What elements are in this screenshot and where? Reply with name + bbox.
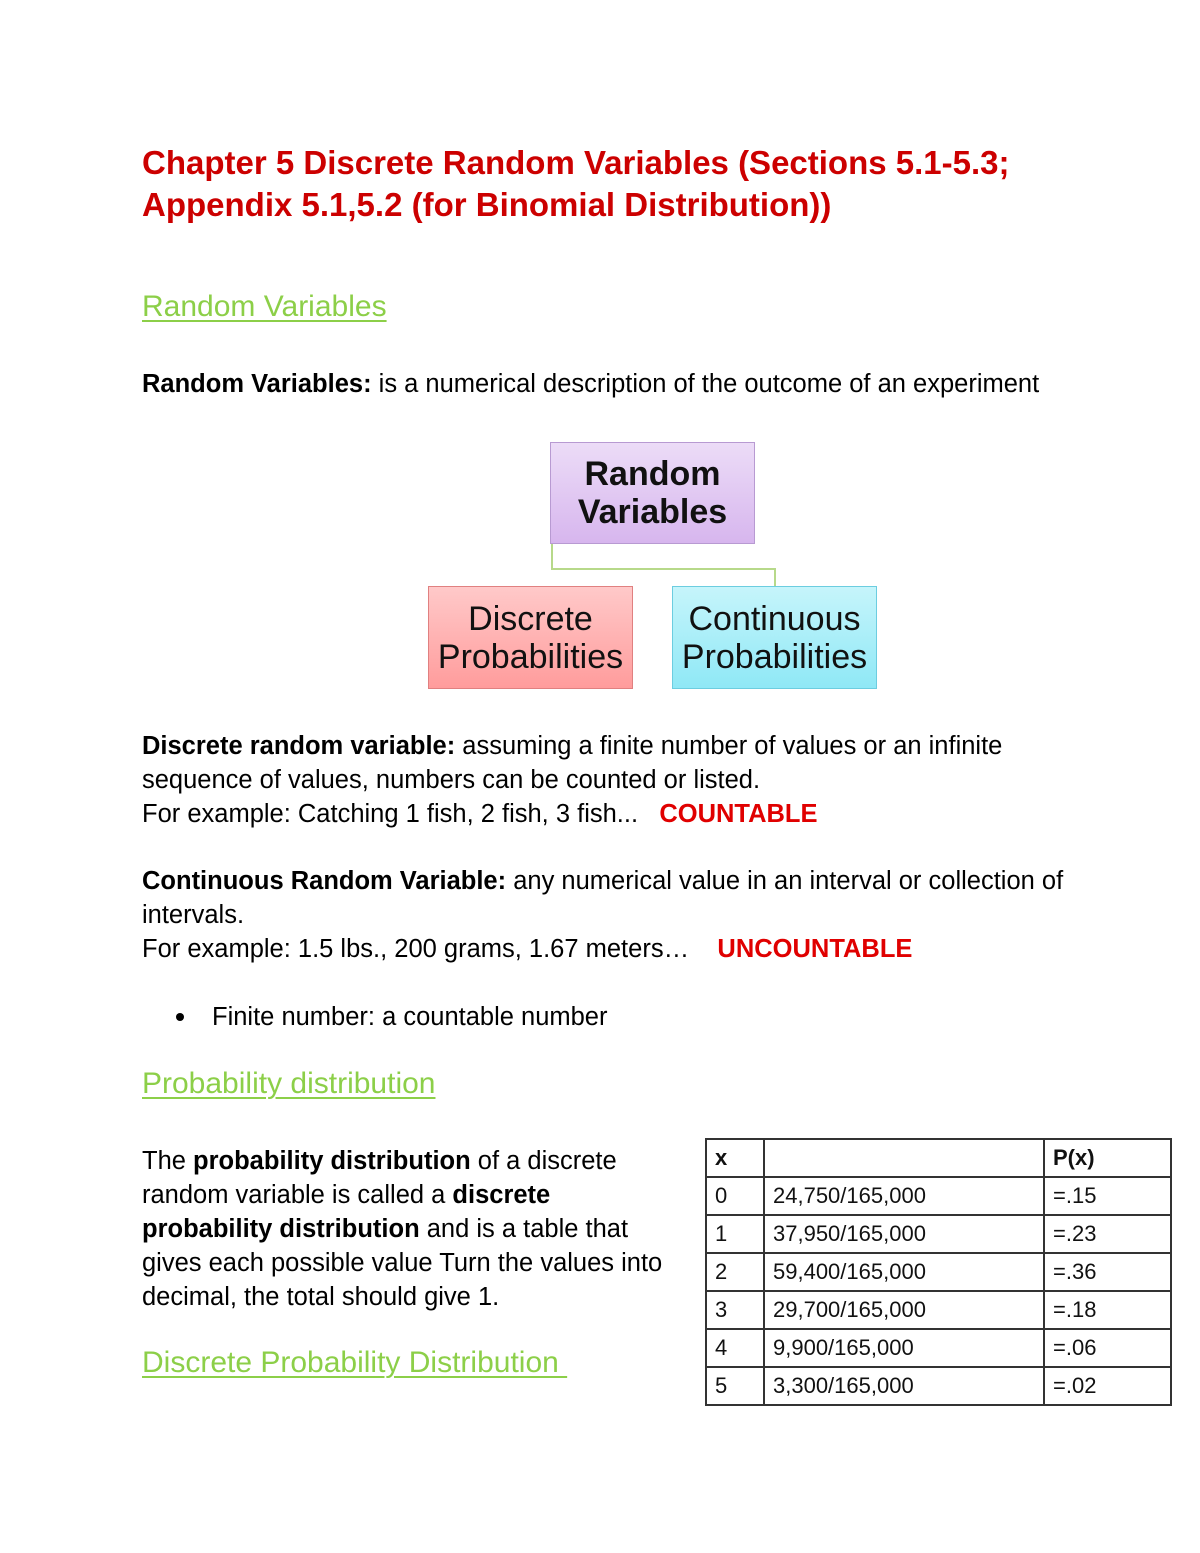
- definition-text: is a numerical description of the outcome of an experiment: [371, 370, 1040, 398]
- table-header-row: [706, 1139, 1171, 1177]
- table-row: [706, 1253, 1171, 1291]
- table-header-cell: P(x): [1044, 1139, 1171, 1177]
- paragraph-text: of a discrete random variable is called a: [142, 1147, 617, 1209]
- table-cell: 59,400/165,000: [764, 1253, 1044, 1291]
- page-title: Chapter 5 Discrete Random Variables (Sections 5.1-5.3; Appendix 5.1,5.2 (for Binomial Distribution)): [142, 144, 1010, 223]
- table-cell: =.06: [1044, 1329, 1171, 1367]
- diagram-box-discrete: Discrete Probabilities: [428, 586, 633, 689]
- table-cell: 5: [706, 1367, 764, 1405]
- table-cell: 0: [706, 1177, 764, 1215]
- table-cell: =.18: [1044, 1291, 1171, 1329]
- example-text: For example: Catching 1 fish, 2 fish, 3 fish...: [142, 800, 639, 828]
- definition-discrete: [142, 729, 1102, 797]
- table-cell: 37,950/165,000: [764, 1215, 1044, 1253]
- table-row: [706, 1215, 1171, 1253]
- table-cell: =.15: [1044, 1177, 1171, 1215]
- table-cell: 24,750/165,000: [764, 1177, 1044, 1215]
- definition-term: Random Variables:: [142, 370, 372, 398]
- table-cell: 4: [706, 1329, 764, 1367]
- table-cell: 3: [706, 1291, 764, 1329]
- probability-distribution-paragraph: [142, 1144, 672, 1314]
- connector-line: [551, 544, 553, 570]
- table-row: [706, 1291, 1171, 1329]
- connector-line: [551, 568, 776, 570]
- definition-continuous: [142, 864, 1102, 932]
- subheading-discrete-probability-distribution: Discrete Probability Distribution: [142, 1346, 568, 1379]
- section-heading-random-variables: Random Variables: [142, 290, 387, 323]
- definition-random-variables: [142, 367, 1102, 401]
- table-cell: 29,700/165,000: [764, 1291, 1044, 1329]
- bullet-icon: [176, 1013, 184, 1021]
- paragraph-text: and is a table that gives each possible value Turn the values into decimal, the total should give 1.: [142, 1215, 663, 1311]
- uncountable-tag: UNCOUNTABLE: [717, 935, 913, 963]
- table-header-cell: x: [706, 1139, 764, 1177]
- table-cell: 1: [706, 1215, 764, 1253]
- table-header-cell: [764, 1139, 1044, 1177]
- paragraph-text: The: [142, 1147, 194, 1175]
- definition-term: Discrete random variable:: [142, 732, 456, 760]
- example-continuous: [142, 932, 1102, 966]
- probability-table: [705, 1138, 1172, 1406]
- table-cell: 9,900/165,000: [764, 1329, 1044, 1367]
- definition-text: assuming a finite number of values or an infinite sequence of values, numbers can be counted or listed.: [142, 732, 1003, 794]
- example-discrete: [142, 797, 1102, 831]
- definition-term: Continuous Random Variable:: [142, 867, 507, 895]
- definition-text: any numerical value in an interval or collection of intervals.: [142, 867, 1064, 929]
- table-cell: =.36: [1044, 1253, 1171, 1291]
- diagram-box-continuous: Continuous Probabilities: [672, 586, 877, 689]
- table-cell: 2: [706, 1253, 764, 1291]
- table-row: [706, 1177, 1171, 1215]
- term-discrete-probability-distribution: discrete probability distribution: [142, 1181, 551, 1243]
- countable-tag: COUNTABLE: [659, 800, 818, 828]
- table-row: [706, 1329, 1171, 1367]
- bullet-item: Finite number: a countable number: [212, 1003, 608, 1031]
- table-cell: 3,300/165,000: [764, 1367, 1044, 1405]
- example-text: For example: 1.5 lbs., 200 grams, 1.67 meters…: [142, 935, 690, 963]
- term-probability-distribution: probability distribution: [193, 1147, 471, 1175]
- table-cell: =.02: [1044, 1367, 1171, 1405]
- diagram-box-random-variables: Random Variables: [550, 442, 755, 544]
- table-row: [706, 1367, 1171, 1405]
- section-heading-probability-distribution: Probability distribution: [142, 1067, 436, 1100]
- table-cell: =.23: [1044, 1215, 1171, 1253]
- connector-line: [774, 568, 776, 586]
